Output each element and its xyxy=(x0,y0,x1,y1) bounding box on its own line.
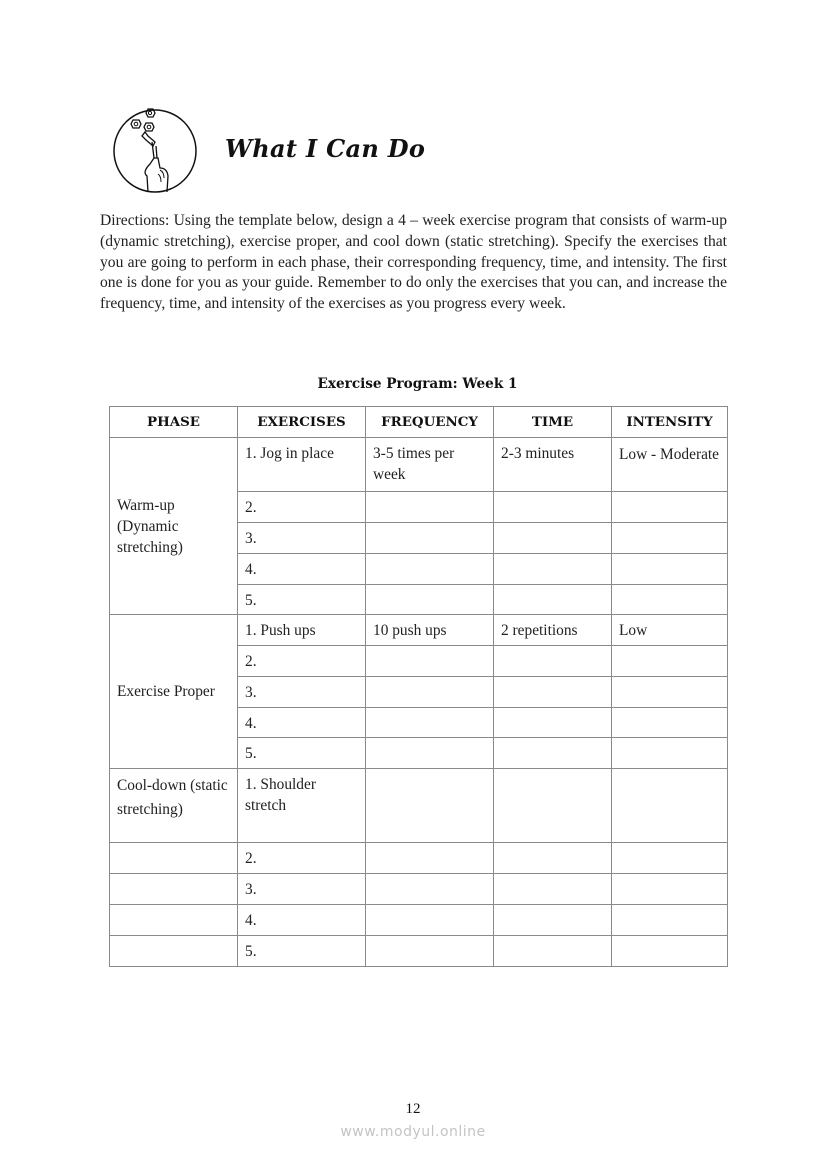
table-row xyxy=(110,905,728,936)
exercise-cell[interactable]: 5. xyxy=(238,585,366,615)
phase-cell-empty[interactable] xyxy=(110,936,238,967)
time-cell[interactable] xyxy=(494,523,612,554)
table-row xyxy=(110,874,728,905)
exercise-cell[interactable]: 3. xyxy=(238,874,366,905)
phase-cooldown: Cool-down (static stretching) xyxy=(110,769,238,843)
exercise-cell[interactable]: 5. xyxy=(238,936,366,967)
header-time: TIME xyxy=(494,407,612,438)
exercise-cell[interactable]: 3. xyxy=(238,677,366,708)
header-frequency: FREQUENCY xyxy=(366,407,494,438)
time-cell[interactable] xyxy=(494,677,612,708)
exercise-cell[interactable]: 1. Jog in place xyxy=(238,438,366,492)
table-row xyxy=(110,438,728,492)
frequency-cell[interactable]: 10 push ups xyxy=(366,615,494,646)
exercise-cell[interactable]: 2. xyxy=(238,492,366,523)
intensity-cell[interactable] xyxy=(612,492,728,523)
time-cell[interactable]: 2-3 minutes xyxy=(494,438,612,492)
exercise-program-table xyxy=(109,406,728,967)
intensity-cell[interactable] xyxy=(612,769,728,843)
exercise-cell[interactable]: 4. xyxy=(238,708,366,738)
exercise-cell[interactable]: 2. xyxy=(238,843,366,874)
intensity-cell[interactable] xyxy=(612,738,728,769)
intensity-cell[interactable] xyxy=(612,843,728,874)
frequency-cell[interactable] xyxy=(366,738,494,769)
intensity-cell[interactable]: Low xyxy=(612,615,728,646)
time-cell[interactable] xyxy=(494,843,612,874)
time-cell[interactable] xyxy=(494,708,612,738)
header-intensity: INTENSITY xyxy=(612,407,728,438)
intensity-cell[interactable] xyxy=(612,905,728,936)
time-cell[interactable] xyxy=(494,936,612,967)
time-cell[interactable] xyxy=(494,492,612,523)
header-exercises: EXERCISES xyxy=(238,407,366,438)
intensity-cell[interactable]: Low - Moderate xyxy=(612,438,728,492)
time-cell[interactable] xyxy=(494,585,612,615)
table-row xyxy=(110,843,728,874)
table-header-row xyxy=(110,407,728,438)
intensity-cell[interactable] xyxy=(612,708,728,738)
directions-text: Directions: Using the template below, design a 4 – week exercise program that consists of warm-up (dynamic stretching), exercise proper, and cool down (static stretching). Specify the exercises that you are going to perform in each phase, their corresponding frequency, time, and intensity. The first one is done for you as your guide. Remember to do only the exercises that you can, and increase the frequency, time, and intensity of the exercises as you progress every week. xyxy=(100,212,727,313)
frequency-cell[interactable] xyxy=(366,936,494,967)
intensity-cell[interactable] xyxy=(612,554,728,585)
frequency-cell[interactable] xyxy=(366,708,494,738)
frequency-cell[interactable] xyxy=(366,843,494,874)
time-cell[interactable] xyxy=(494,769,612,843)
phase-exercise-proper: Exercise Proper xyxy=(110,615,238,769)
exercise-cell[interactable]: 4. xyxy=(238,554,366,585)
watermark: www.modyul.online xyxy=(340,1124,486,1140)
table-row xyxy=(110,615,728,646)
table-row xyxy=(110,769,728,843)
intensity-cell[interactable] xyxy=(612,585,728,615)
intensity-cell[interactable] xyxy=(612,874,728,905)
time-cell[interactable] xyxy=(494,874,612,905)
phase-warmup: Warm-up (Dynamic stretching) xyxy=(110,438,238,615)
phase-cell-empty[interactable] xyxy=(110,843,238,874)
intensity-cell[interactable] xyxy=(612,523,728,554)
intensity-cell[interactable] xyxy=(612,646,728,677)
header-phase: PHASE xyxy=(110,407,238,438)
table-row xyxy=(110,936,728,967)
exercise-cell[interactable]: 1. Shoulder stretch xyxy=(238,769,366,843)
frequency-cell[interactable] xyxy=(366,523,494,554)
frequency-cell[interactable] xyxy=(366,874,494,905)
frequency-cell[interactable] xyxy=(366,554,494,585)
time-cell[interactable] xyxy=(494,646,612,677)
exercise-cell[interactable]: 5. xyxy=(238,738,366,769)
frequency-cell[interactable] xyxy=(366,646,494,677)
frequency-cell[interactable]: 3-5 times per week xyxy=(366,438,494,492)
table-caption: Exercise Program: Week 1 xyxy=(317,376,518,392)
exercise-cell[interactable]: 4. xyxy=(238,905,366,936)
exercise-cell[interactable]: 1. Push ups xyxy=(238,615,366,646)
intensity-cell[interactable] xyxy=(612,936,728,967)
phase-cell-empty[interactable] xyxy=(110,874,238,905)
frequency-cell[interactable] xyxy=(366,677,494,708)
time-cell[interactable]: 2 repetitions xyxy=(494,615,612,646)
hand-wrench-nuts-icon xyxy=(112,106,198,196)
exercise-cell[interactable]: 2. xyxy=(238,646,366,677)
section-title: What I Can Do xyxy=(225,134,426,163)
frequency-cell[interactable] xyxy=(366,492,494,523)
intensity-cell[interactable] xyxy=(612,677,728,708)
frequency-cell[interactable] xyxy=(366,905,494,936)
page-number: 12 xyxy=(405,1101,421,1117)
time-cell[interactable] xyxy=(494,554,612,585)
phase-cell-empty[interactable] xyxy=(110,905,238,936)
exercise-cell[interactable]: 3. xyxy=(238,523,366,554)
time-cell[interactable] xyxy=(494,738,612,769)
time-cell[interactable] xyxy=(494,905,612,936)
frequency-cell[interactable] xyxy=(366,585,494,615)
frequency-cell[interactable] xyxy=(366,769,494,843)
